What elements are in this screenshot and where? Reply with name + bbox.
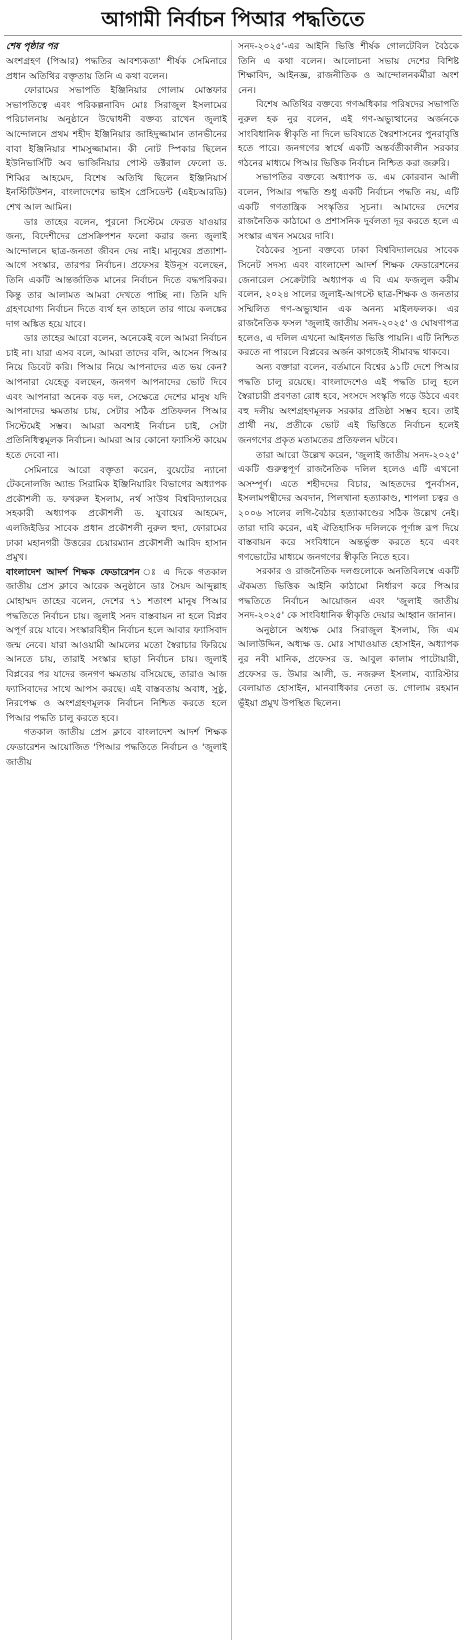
paragraph: বিশেষ অতিথির বক্তব্যে গণঅধিকার পরিষদের সভাপতি নুরুল হক নুর বলেন, এই গণ-অভ্যুত্থানের অর্জনকে সাংবিধানিক স্বীকৃতি না দিলে ভবিষ্যতে স্বৈরশাসনের পুনরাবৃত্তি হতে পারে। জনগণের স্বার্থে একটি অন্তর্বর্তীকালীন সরকার গঠনের মাধ্যমে পিআর ভিত্তিক নির্বাচন নিশ্চিত করা জরুরি। (238, 99, 459, 169)
paragraph: সনদ-২০২৫'-এর আইনি ভিত্তি শীর্ষক গোলটেবিল বৈঠকে তিনি এ কথা বলেন। আলোচনা সভায় দেশের বিশিষ্ট শিক্ষাবিদ, আইনজ্ঞ, রাজনীতিক ও আন্দোলনকর্মীরা অংশ নেন। (238, 41, 459, 96)
paragraph: গতকাল জাতীয় প্রেস ক্লাবে বাংলাদেশ আদর্শ শিক্ষক ফেডারেশন আয়োজিত 'পিআর পদ্ধতিতে নির্বাচন ও 'জুলাই জাতীয় (6, 727, 227, 768)
paragraph: অন্য বক্তারা বলেন, বর্তমানে বিশ্বের ৯১টি দেশে পিআর পদ্ধতি চালু রয়েছে। বাংলাদেশেও এই পদ্ধতি চালু হলে স্বৈরাচারী প্রবণতা রোধ হবে, সংসদে সংস্কৃতি গড়ে উঠবে এবং বহু দলীয় অংশগ্রহণমূলক সরকার প্রতিষ্ঠা সম্ভব হবে। তাই প্রার্থী নয়, প্রতীকে ভোট এই ভিত্তিতে নির্বাচন হলেই জনগণের প্রকৃত মতামতের প্রতিফলন ঘটবে। (238, 362, 459, 447)
paragraph: ডাঃ তাহের বলেন, পুরনো সিস্টেমে ফেরত যাওয়ার জন্য, বিদেশীদের প্রেসক্রিপশন ফলো করার জন্য জুলাই আন্দোলনে ছাত্র-জনতা জীবন দেয় নাই। মানুষের প্রত্যাশা- আগে সংস্কার, তারপর নির্বাচন। প্রফেসর ইউনূস বলেছেন, তিনি একটি আন্তর্জাতিক মানের নির্বাচন দিতে বদ্ধপরিকর। কিন্তু তার আলামত আমরা দেখতে পাচ্ছি না। তিনি যদি গ্রহণযোগ্য নির্বাচন দিতে ব্যর্থ হন তাহলে তার গায়ে কলঙ্কের দাগ অঙ্কিত হয়ে যাবে। (6, 216, 227, 330)
headline: আগামী নির্বাচন পিআর পদ্ধতিতে (4, 3, 462, 36)
column-divider (231, 40, 232, 1640)
paragraph: ফোরামের সভাপতি ইঞ্জিনিয়ার গোলাম মোস্তফার সভাপতিত্বে এবং পরিকল্পনাবিদ মোঃ সিরাজুল ইসলামের পরিচালনায় অনুষ্ঠানে উদ্বোধনী বক্তব্য রাখেন জুলাই আন্দোলনে প্রথম শহীদ ইঞ্জিনিয়ার জাহিদুজ্জামান তানভীনের বাবা ইঞ্জিনিয়ার শামসুজ্জামান। কী নোট স্পিকার ছিলেন ইউনিভার্সিটি অব ভার্জিনিয়ার পোস্ট ডক্টরাল ফেলো ড. শিব্বির আহমেদ, বিশেষ অতিথি ছিলেন ইঞ্জিনিয়ার্স ইনস্টিটিউশন, বাংলাদেশের ভাইস প্রেসিডেন্ট (এইচআরডি) শেখ আল আমিন। (6, 85, 227, 213)
paragraph: সরকার ও রাজনৈতিক দলগুলোকে অনতিবিলম্বে একটি ঐকমত্য ভিত্তিক আইনি কাঠামো নির্ধারণ করে পিআর পদ্ধতিতে নির্বাচন আয়োজন এবং 'জুলাই জাতীয় সনদ-২০২৫' কে সাংবিধানিক স্বীকৃতি দেয়ার আহ্বান জানান। (238, 566, 459, 622)
paragraph: ডাঃ তাহের আরো বলেন, অনেকেই বলে আমরা নির্বাচন চাই না। যারা এসব বলে, আমরা তাদের বলি, আসেন পিআর নিয়ে ডিবেট করি। পিআর নিয়ে আপনাদের এত ভয় কেন? আপনারা যেহেতু বলছেন, জনগণ আপনাদের ভোট দিবে এবং আপনারা অনেক বড় দল, সেক্ষেত্রে দেশের মানুষ যদি আপনাদের ক্ষমতায় চায়, সেটার সঠিক প্রতিফলন পিআর সিস্টেমেই সম্ভব। আমরা অবশ্যই নির্বাচন চাই, সেটা প্রতিনিধিত্বমূলক নির্বাচন। আমরা আর কোনো ফ্যাসিস্ট কায়েম হতে দেবো না। (6, 333, 227, 462)
paragraph: বৈঠকের সূচনা বক্তব্যে ঢাকা বিশ্ববিদ্যালয়ের সাবেক সিনেট সদস্য এবং বাংলাদেশ আদর্শ শিক্ষক ফেডারেশনের জেনারেল সেক্রেটারি অধ্যাপক এ বি এম ফজলুল করীম বলেন, ২০২৪ সালের জুলাই-আগস্টে ছাত্র-শিক্ষক ও জনতার সম্মিলিত গণ-অভ্যুত্থান এক অনন্য মাইলফলক। এর রাজনৈতিক ফসল 'জুলাই জাতীয় সনদ-২০২৫' ও ঘোষণাপত্র হলেও, এ দলিল এখনো আইনগত ভিত্তি পায়নি। এটি নিশ্চিত করতে না পারলে বিপ্লবের অর্জন কাগজেই সীমাবদ্ধ থাকবে। (238, 245, 459, 359)
left-column (6, 40, 227, 1640)
paragraph: তারা আরো উল্লেখ করেন, 'জুলাই জাতীয় সনদ-২০২৫' একটি গুরুত্বপূর্ণ রাজনৈতিক দলিল হলেও এটি এখনো অসম্পূর্ণ। এতে শহীদদের বিচার, আহতদের পুনর্বাসন, ইসলামপন্থীদের অবদান, পিলখানা হত্যাকাণ্ড, শাপলা চত্বর ও ২০০৬ সালের লগি-বৈঠার হত্যাকাণ্ডের সঠিক উল্লেখ নেই। তারা দাবি করেন, এই ঐতিহাসিক দলিলকে পূর্ণাঙ্গ রূপ দিয়ে বাস্তবায়ন করে সংবিধানে অন্তর্ভুক্ত করতে হবে এবং গণভোটের মাধ্যমে জনগণের স্বীকৃতি নিতে হবে। (238, 449, 459, 563)
right-column (238, 40, 459, 1640)
paragraph: অনুষ্ঠানে অধ্যক্ষ মোঃ সিরাজুল ইসলাম, জি এম আলাউদ্দিন, অধ্যক্ষ ড. মোঃ সাখাওয়াত হোসাইন, অধ্যাপক নুর নবী মানিক, প্রফেসর ড. আবুল কালাম পাটোয়ারী, প্রফেসর ড. উমার আলী, ড. নজরুল ইসলাম, ব্যারিস্টার বেলায়াত হোসাইন, মানবাধিকার নেতা ড. গোলাম রহমান ভূঁইয়া প্রমুখ উপস্থিত ছিলেন। (238, 624, 459, 709)
paragraph-with-subhead (6, 566, 227, 727)
subhead: বাংলাদেশ আদর্শ শিক্ষক ফেডারেশন (6, 566, 140, 578)
continuation-label: শেষ পৃষ্ঠার পর (6, 41, 58, 52)
paragraph: অংশগ্রহণ (পিআর) পদ্ধতির আবশ্যকতা' শীর্ষক সেমিনারে প্রধান অতিথির বক্তৃতায় তিনি এ কথা বলেন। (6, 56, 227, 82)
paragraph: সেমিনারে আরো বক্তৃতা করেন, বুয়েটের ন্যানো টেকনোলজি অ্যান্ড সিরামিক ইঞ্জিনিয়ারিং বিভাগের অধ্যাপক প্রকৌশলী ড. ফখরুল ইসলাম, নর্থ সাউথ বিশ্ববিদ্যালয়ের সহকারী অধ্যাপক প্রকৌশলী ড. যুবায়ের আহমেদ, এলজিইডির সাবেক প্রধান প্রকৌশলী নুরুল হুদা, ফোরামের ঢাকা মহানগরী উত্তরের চেয়ারম্যান প্রকৌশলী আবিদ হাসান প্রমুখ। (6, 464, 227, 564)
paragraph: সভাপতির বক্তব্যে অধ্যাপক ড. এম কোরবান আলী বলেন, পিআর পদ্ধতি শুধু একটি নির্বাচন পদ্ধতি নয়, এটি একটি গণতান্ত্রিক সংস্কৃতির সূচনা। আমাদের দেশের রাজনৈতিক কাঠামো ও প্রশাসনিক দুর্বলতা দূর করতে হলে এ সংস্কার এখন সময়ের দাবি। (238, 172, 459, 242)
subhead-body: ঃ এ দিকে গতকাল জাতীয় প্রেস ক্লাবে আরেক অনুষ্ঠানে ডাঃ সৈয়দ আব্দুল্লাহ মোহাম্মদ তাহের বলেন, দেশের ৭১ শতাংশ মানুষ পিআর পদ্ধতিতে নির্বাচন চায়। জুলাই সনদ বাস্তবায়ন না হলে বিপ্লব অপূর্ণ রয়ে যাবে। সংস্কারবিহীন নির্বাচন হলে আবার ফ্যাসিবাদ জন্ম নেবে। যারা আওয়ামী আমলের মতো স্বৈরাচার ফিরিয়ে আনতে চায়, তারাই সংস্কার ছাড়া নির্বাচন চায়। জুলাই বিপ্লবের পর যাদের জনগণ ক্ষমতায় বসিয়েছে, তারাও আজ ফ্যাসিবাদের সাথে আপস করছে। এই বাস্তবতায় অবাধ, সুষ্ঠু, নিরপেক্ষ ও অংশগ্রহণমূলক নির্বাচন নিশ্চিত করতে হলে পিআর পদ্ধতি চালু করতে হবে। (6, 566, 227, 724)
